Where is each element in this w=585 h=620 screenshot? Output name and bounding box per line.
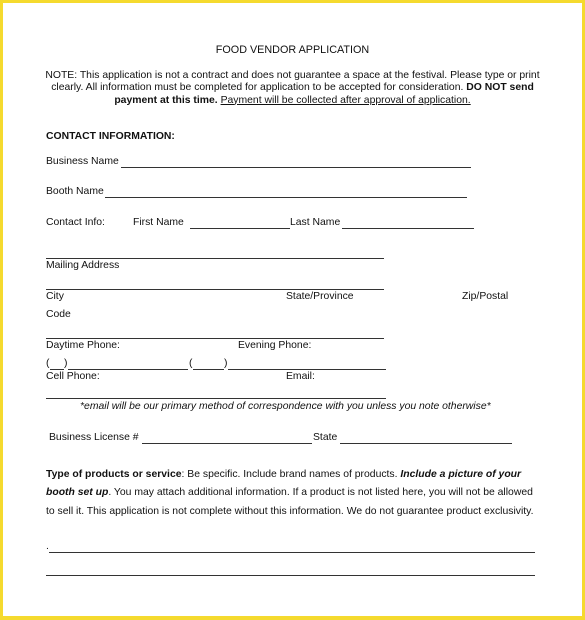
contact-info-label: Contact Info: [46, 217, 105, 228]
products-label: Type of products or service [46, 469, 182, 480]
contact-heading: CONTACT INFORMATION: [46, 131, 175, 142]
note-block [36, 70, 549, 107]
cell-area-close-paren: ) [64, 358, 68, 369]
email-area-open-paren: ( [189, 358, 193, 369]
email-label: Email: [286, 371, 315, 382]
last-name-line[interactable] [342, 228, 474, 229]
products-text-1: : Be specific. Include brand names of products. [181, 469, 401, 480]
email-area-code-line[interactable] [193, 369, 224, 370]
email-area-close-paren: ) [224, 358, 228, 369]
first-name-label: First Name [133, 217, 184, 228]
products-paragraph [46, 466, 541, 521]
products-line-dot: . [46, 541, 49, 552]
code-label: Code [46, 309, 71, 320]
state-province-label: State/Province [286, 291, 354, 302]
phone-top-line[interactable] [46, 338, 384, 339]
form-title: FOOD VENDOR APPLICATION [215, 44, 370, 56]
cell-phone-label: Cell Phone: [46, 371, 100, 382]
state-label: State [313, 432, 338, 443]
business-license-label: Business License # [49, 432, 139, 443]
last-name-label: Last Name [290, 217, 341, 228]
email-number-line[interactable] [228, 369, 386, 370]
booth-name-label: Booth Name [46, 186, 104, 197]
note-text: NOTE: This application is not a contract and does not guarantee a space at the festival. Please type or print clearly. All information must be completed for application to be accepted for consideration. [45, 70, 540, 94]
cell-area-code-line[interactable] [50, 369, 64, 370]
booth-name-line[interactable] [105, 197, 467, 198]
license-state-line[interactable] [340, 443, 512, 444]
products-line-1[interactable] [49, 552, 535, 553]
evening-phone-label: Evening Phone: [238, 340, 312, 351]
business-name-label: Business Name [46, 156, 119, 167]
products-text-2: . You may attach additional information. If a product is not listed here, you will not be allowed to sell it. This application is not complete without this information. We do not guarantee product exclusivity. [46, 487, 534, 517]
mailing-address-label: Mailing Address [46, 260, 120, 271]
zip-postal-label: Zip/Postal [462, 291, 509, 302]
products-line-2[interactable] [46, 575, 535, 576]
cell-number-line[interactable] [68, 369, 188, 370]
note-payment-collected: Payment will be collected after approval of application. [220, 94, 471, 106]
note-no-payment: DO NOT send payment at this time. [114, 82, 534, 106]
products-picture-note: Include a picture of your booth set up [46, 469, 522, 499]
business-name-line[interactable] [121, 167, 471, 168]
city-state-zip-line[interactable] [46, 289, 384, 290]
cell-email-line[interactable] [46, 398, 386, 399]
mailing-address-line[interactable] [46, 258, 384, 259]
city-label: City [46, 291, 64, 302]
daytime-phone-label: Daytime Phone: [46, 340, 120, 351]
cell-area-open-paren: ( [46, 358, 50, 369]
business-license-line[interactable] [142, 443, 312, 444]
first-name-line[interactable] [190, 228, 290, 229]
email-note: *email will be our primary method of correspondence with you unless you note otherwise* [80, 401, 491, 412]
